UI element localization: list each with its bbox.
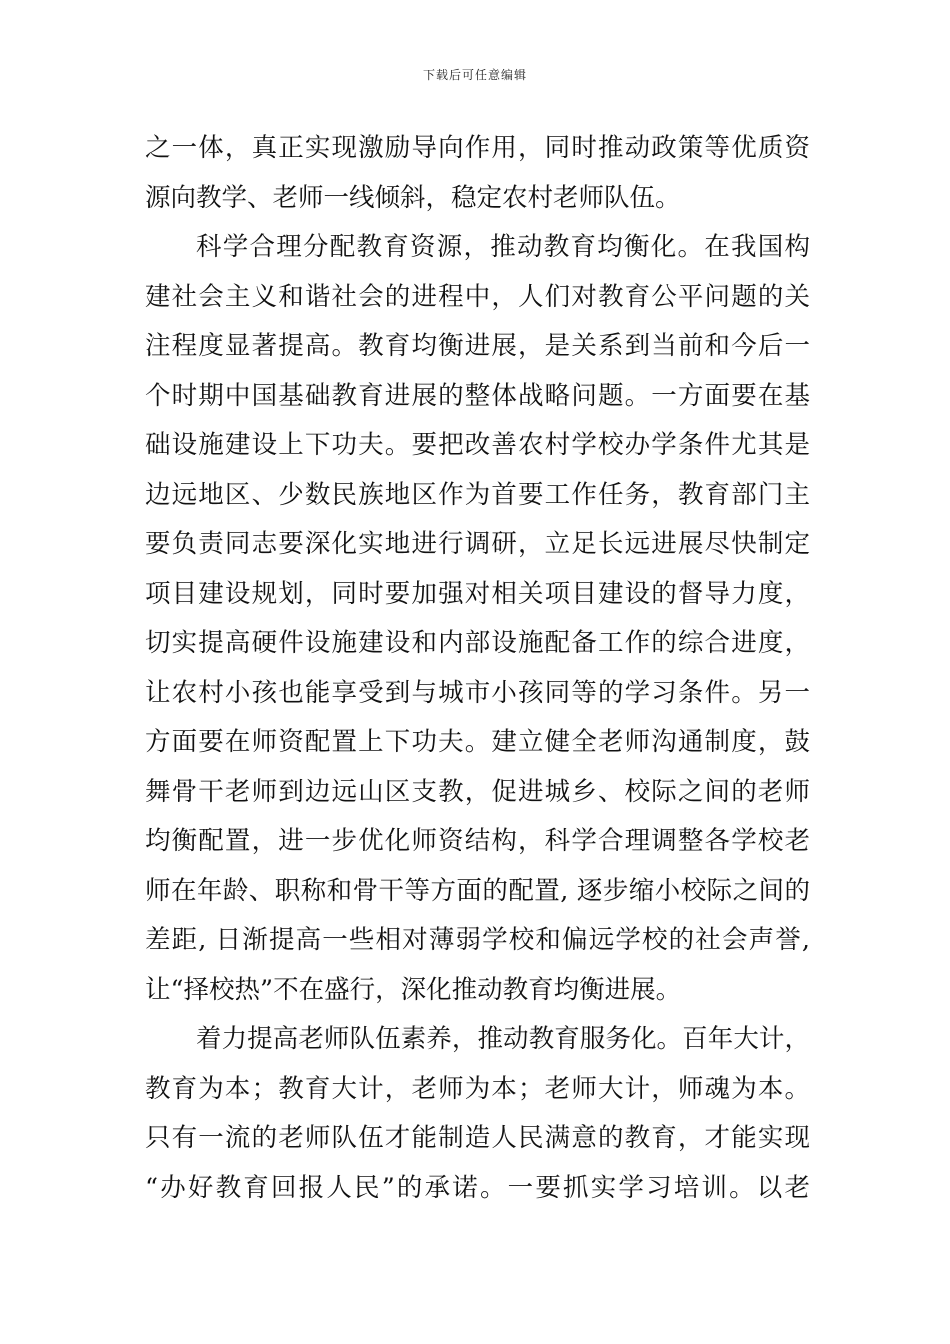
text-line: 科学合理分配教育资源，推动教育均衡化。在我国构	[196, 232, 810, 262]
text-line: 让农村小孩也能享受到与城市小孩同等的学习条件。另一	[145, 677, 810, 708]
text-line: 项目建设规划，同时要加强对相关项目建设的督导力度，	[145, 578, 810, 609]
text-line: 舞骨干老师到边远山区支教，促进城乡、校际之间的老师	[145, 776, 810, 807]
text-line: 源向教学、老师一线倾斜，稳定农村老师队伍。	[145, 182, 681, 213]
document-body	[145, 124, 810, 1213]
text-line: 注程度显著提高。教育均衡进展，是关系到当前和今后一	[145, 331, 810, 361]
text-line: 着力提高老师队伍素养，推动教育服务化。百年大计，	[196, 1024, 810, 1054]
text-line: 教育为本；教育大计，老师为本；老师大计，师魂为本。	[145, 1073, 810, 1104]
text-line: 方面要在师资配置上下功夫。建立健全老师沟通制度，鼓	[145, 727, 810, 757]
text-line: 个时期中国基础教育进展的整体战略问题。一方面要在基	[145, 380, 810, 411]
page-header: 下载后可任意编辑	[422, 68, 527, 82]
text-line: “办好教育回报人民”的承诺。一要抓实学习培训。以老	[145, 1172, 810, 1203]
text-line: 建社会主义和谐社会的进程中，人们对教育公平问题的关	[145, 281, 810, 312]
text-line: 师在年龄、职称和骨干等方面的配置, 逐步缩小校际之间的	[145, 875, 810, 906]
text-line: 只有一流的老师队伍才能制造人民满意的教育，才能实现	[145, 1123, 810, 1153]
text-line: 均衡配置，进一步优化师资结构，科学合理调整各学校老	[145, 826, 810, 856]
paragraph	[145, 223, 810, 1015]
text-line: 切实提高硬件设施建设和内部设施配备工作的综合进度，	[145, 628, 810, 658]
text-line: 边远地区、少数民族地区作为首要工作任务，教育部门主	[145, 479, 810, 510]
text-line: 要负责同志要深化实地进行调研，立足长远进展尽快制定	[145, 529, 810, 559]
paragraph	[145, 124, 810, 223]
text-line: 之一体，真正实现激励导向作用，同时推动政策等优质资	[145, 133, 810, 163]
text-line: 差距, 日渐提高一些相对薄弱学校和偏远学校的社会声誉,	[145, 925, 810, 955]
text-line: 让“择校热”不在盛行，深化推动教育均衡进展。	[145, 974, 682, 1005]
paragraph	[145, 1015, 810, 1213]
text-line: 础设施建设上下功夫。要把改善农村学校办学条件尤其是	[145, 430, 810, 460]
